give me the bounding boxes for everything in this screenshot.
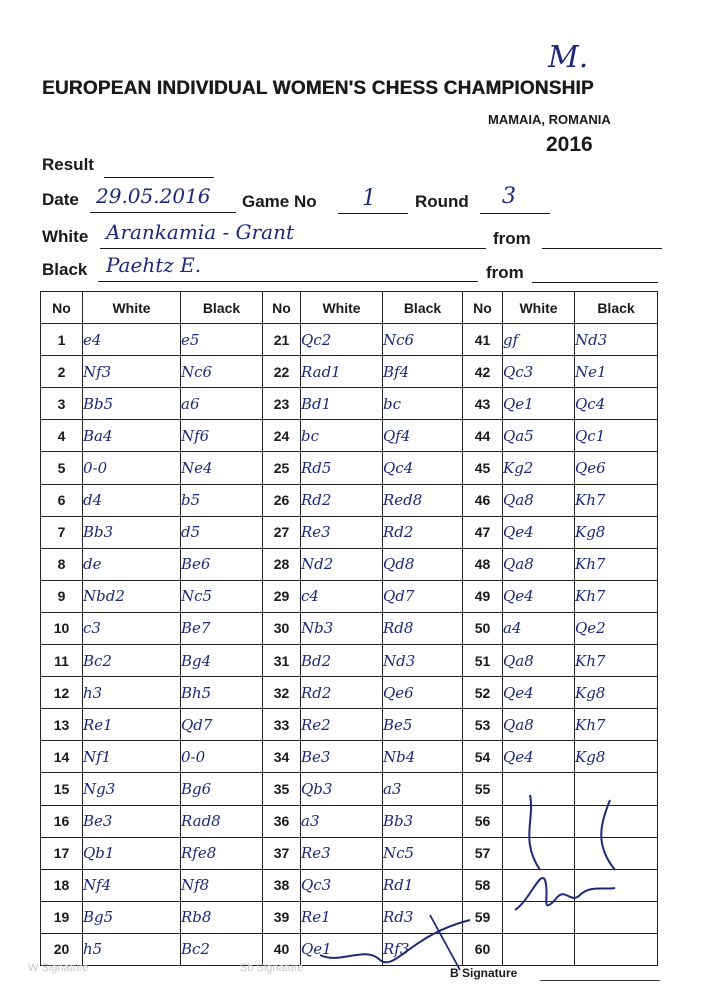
move-number: 52 <box>463 677 503 709</box>
black-label: Black <box>42 260 88 279</box>
white-move[interactable]: Bb3 <box>83 516 181 548</box>
move-number: 29 <box>263 580 301 612</box>
b-signature-label: B Signature <box>450 966 518 980</box>
black-move[interactable]: Kh7 <box>575 484 658 516</box>
corner-initials: M. <box>548 40 589 75</box>
white-move[interactable]: Qe4 <box>503 516 575 548</box>
white-move[interactable]: Qb1 <box>83 837 181 869</box>
white-move[interactable]: Qe4 <box>503 741 575 773</box>
white-move[interactable]: d4 <box>83 484 181 516</box>
black-move[interactable]: Nc6 <box>181 356 263 388</box>
white-move[interactable]: Qe1 <box>503 388 575 420</box>
black-move[interactable]: Rfe8 <box>181 837 263 869</box>
move-number: 19 <box>41 901 83 933</box>
white-move[interactable]: Qa8 <box>503 548 575 580</box>
black-move[interactable]: 0-0 <box>181 741 263 773</box>
black-move[interactable]: Rd3 <box>383 901 463 933</box>
move-number: 16 <box>41 805 83 837</box>
header-no: No <box>41 292 83 324</box>
white-move[interactable]: Qe4 <box>503 677 575 709</box>
move-number: 40 <box>263 933 301 965</box>
table-header-row <box>41 292 658 324</box>
black-move[interactable]: Qd7 <box>383 580 463 612</box>
move-number: 56 <box>463 805 503 837</box>
move-number: 41 <box>463 324 503 356</box>
white-move[interactable]: e4 <box>83 324 181 356</box>
black-move[interactable]: Be6 <box>181 548 263 580</box>
table-row <box>41 356 658 388</box>
date-value[interactable]: 29.05.2016 <box>96 184 211 208</box>
move-number: 53 <box>463 709 503 741</box>
black-move[interactable]: Kh7 <box>575 709 658 741</box>
header-black: Black <box>383 292 463 324</box>
table-row <box>41 452 658 484</box>
game-no-value[interactable]: 1 <box>362 186 376 211</box>
move-number: 45 <box>463 452 503 484</box>
move-number: 10 <box>41 612 83 644</box>
move-number: 36 <box>263 805 301 837</box>
white-move[interactable]: Re2 <box>301 709 383 741</box>
black-move[interactable]: Nd3 <box>575 324 658 356</box>
white-move[interactable]: 0-0 <box>83 452 181 484</box>
white-move[interactable]: bc <box>301 420 383 452</box>
black-move[interactable]: Nc6 <box>383 324 463 356</box>
table-row <box>41 420 658 452</box>
move-number: 37 <box>263 837 301 869</box>
white-move[interactable]: Be3 <box>301 741 383 773</box>
white-move[interactable]: Qb3 <box>301 773 383 805</box>
result-label: Result <box>42 155 94 174</box>
move-number: 38 <box>263 869 301 901</box>
white-move[interactable]: Qe4 <box>503 580 575 612</box>
black-move[interactable]: Qf4 <box>383 420 463 452</box>
black-move[interactable]: Qc4 <box>575 388 658 420</box>
round-line <box>480 213 550 214</box>
black-move[interactable]: Qd7 <box>181 709 263 741</box>
black-move[interactable]: Qc1 <box>575 420 658 452</box>
black-move[interactable]: Be5 <box>383 709 463 741</box>
move-number: 9 <box>41 580 83 612</box>
move-number: 1 <box>41 324 83 356</box>
b-signature-line <box>540 980 660 981</box>
table-row <box>41 324 658 356</box>
black-move[interactable]: Rf3 <box>383 933 463 965</box>
white-move[interactable]: Kg2 <box>503 452 575 484</box>
move-number: 42 <box>463 356 503 388</box>
white-move[interactable]: Qa5 <box>503 420 575 452</box>
table-row <box>41 741 658 773</box>
white-move[interactable]: Nf3 <box>83 356 181 388</box>
white-move[interactable]: Bd1 <box>301 388 383 420</box>
move-number: 47 <box>463 516 503 548</box>
table-row <box>41 548 658 580</box>
white-move[interactable]: Rd2 <box>301 484 383 516</box>
move-number: 2 <box>41 356 83 388</box>
white-move[interactable]: Qa8 <box>503 709 575 741</box>
w-signature-label: W Signature <box>28 962 89 974</box>
move-number: 15 <box>41 773 83 805</box>
table-row <box>41 388 658 420</box>
round-label: Round <box>415 192 469 211</box>
white-move[interactable]: Bd2 <box>301 645 383 677</box>
black-from-line <box>532 282 658 283</box>
black-move[interactable]: Kg8 <box>575 677 658 709</box>
white-move[interactable] <box>503 933 575 965</box>
black-move[interactable]: Rad8 <box>181 805 263 837</box>
white-label: White <box>42 227 89 246</box>
result-line <box>104 177 214 178</box>
table-row <box>41 580 658 612</box>
black-move[interactable]: Kh7 <box>575 548 658 580</box>
move-number: 59 <box>463 901 503 933</box>
move-number: 54 <box>463 741 503 773</box>
white-move[interactable]: Bg5 <box>83 901 181 933</box>
move-number: 7 <box>41 516 83 548</box>
header-white: White <box>301 292 383 324</box>
black-move[interactable]: d5 <box>181 516 263 548</box>
black-move[interactable]: Nc5 <box>383 837 463 869</box>
white-move[interactable]: Nf1 <box>83 741 181 773</box>
move-number: 4 <box>41 420 83 452</box>
move-number: 57 <box>463 837 503 869</box>
header-white: White <box>83 292 181 324</box>
unused-rows-strike <box>500 790 640 880</box>
white-move[interactable]: h5 <box>83 933 181 965</box>
move-number: 46 <box>463 484 503 516</box>
game-no-line <box>338 213 408 214</box>
black-move[interactable]: Kg8 <box>575 516 658 548</box>
white-move[interactable]: Bb5 <box>83 388 181 420</box>
black-move[interactable]: Bg6 <box>181 773 263 805</box>
black-move[interactable]: Rd2 <box>383 516 463 548</box>
move-number: 32 <box>263 677 301 709</box>
white-move[interactable]: c3 <box>83 612 181 644</box>
black-move[interactable]: Bc2 <box>181 933 263 965</box>
black-move[interactable]: a3 <box>383 773 463 805</box>
white-move[interactable]: Qa8 <box>503 645 575 677</box>
move-number: 12 <box>41 677 83 709</box>
move-number: 39 <box>263 901 301 933</box>
black-move[interactable]: Bf4 <box>383 356 463 388</box>
move-number: 30 <box>263 612 301 644</box>
white-line <box>100 248 486 249</box>
header-no: No <box>463 292 503 324</box>
move-number: 50 <box>463 612 503 644</box>
black-move[interactable]: Qe6 <box>383 677 463 709</box>
year: 2016 <box>546 133 593 156</box>
table-row <box>41 709 658 741</box>
move-number: 8 <box>41 548 83 580</box>
move-number: 5 <box>41 452 83 484</box>
move-number: 43 <box>463 388 503 420</box>
white-move[interactable]: Re3 <box>301 516 383 548</box>
black-move[interactable]: Nf6 <box>181 420 263 452</box>
white-move[interactable]: Qe1 <box>301 933 383 965</box>
black-move[interactable]: Nf8 <box>181 869 263 901</box>
table-row <box>41 677 658 709</box>
move-number: 21 <box>263 324 301 356</box>
move-number: 17 <box>41 837 83 869</box>
move-number: 23 <box>263 388 301 420</box>
black-move[interactable]: Qc4 <box>383 452 463 484</box>
white-move[interactable]: Nf4 <box>83 869 181 901</box>
move-number: 55 <box>463 773 503 805</box>
black-move[interactable]: a6 <box>181 388 263 420</box>
black-move[interactable]: Qe6 <box>575 452 658 484</box>
black-move[interactable]: Nc5 <box>181 580 263 612</box>
move-number: 22 <box>263 356 301 388</box>
move-number: 18 <box>41 869 83 901</box>
black-move[interactable]: Bh5 <box>181 677 263 709</box>
move-number: 13 <box>41 709 83 741</box>
move-number: 25 <box>263 452 301 484</box>
move-number: 58 <box>463 869 503 901</box>
black-move[interactable]: Bg4 <box>181 645 263 677</box>
game-no-label: Game No <box>242 192 317 211</box>
move-number: 34 <box>263 741 301 773</box>
white-move[interactable]: Be3 <box>83 805 181 837</box>
black-move[interactable]: b5 <box>181 484 263 516</box>
white-move[interactable]: a3 <box>301 805 383 837</box>
black-player-value[interactable]: Paehtz E. <box>106 253 202 277</box>
white-from-label: from <box>493 229 531 248</box>
move-number: 24 <box>263 420 301 452</box>
black-move[interactable]: Qe2 <box>575 612 658 644</box>
page-title: EUROPEAN INDIVIDUAL WOMEN'S CHESS CHAMPIONSHIP <box>42 78 594 99</box>
move-number: 26 <box>263 484 301 516</box>
black-move[interactable]: e5 <box>181 324 263 356</box>
move-number: 3 <box>41 388 83 420</box>
move-number: 11 <box>41 645 83 677</box>
white-move[interactable]: Bc2 <box>83 645 181 677</box>
header-black: Black <box>575 292 658 324</box>
white-move[interactable]: Qa8 <box>503 484 575 516</box>
white-move[interactable]: de <box>83 548 181 580</box>
black-move[interactable]: Kh7 <box>575 580 658 612</box>
white-move[interactable]: a4 <box>503 612 575 644</box>
white-move[interactable]: Ng3 <box>83 773 181 805</box>
white-move[interactable]: Qc3 <box>503 356 575 388</box>
black-move[interactable]: Bb3 <box>383 805 463 837</box>
move-number: 14 <box>41 741 83 773</box>
table-row <box>41 612 658 644</box>
date-label: Date <box>42 190 79 209</box>
black-from-label: from <box>486 263 524 282</box>
black-move[interactable]: Kg8 <box>575 741 658 773</box>
black-move[interactable]: Rd8 <box>383 612 463 644</box>
white-move[interactable]: Re3 <box>301 837 383 869</box>
white-move[interactable]: c4 <box>301 580 383 612</box>
venue: MAMAIA, ROMANIA <box>488 112 611 127</box>
move-number: 49 <box>463 580 503 612</box>
move-number: 51 <box>463 645 503 677</box>
move-number: 33 <box>263 709 301 741</box>
table-row <box>41 645 658 677</box>
move-number: 44 <box>463 420 503 452</box>
white-move[interactable]: Rad1 <box>301 356 383 388</box>
black-move[interactable]: Qd8 <box>383 548 463 580</box>
move-number: 48 <box>463 548 503 580</box>
white-move[interactable]: h3 <box>83 677 181 709</box>
black-move[interactable]: Nd3 <box>383 645 463 677</box>
move-number: 60 <box>463 933 503 965</box>
white-move[interactable]: Qc2 <box>301 324 383 356</box>
header-black: Black <box>181 292 263 324</box>
header-no: No <box>263 292 301 324</box>
white-move[interactable]: Rd5 <box>301 452 383 484</box>
table-row <box>41 516 658 548</box>
move-number: 35 <box>263 773 301 805</box>
white-move[interactable]: Rd2 <box>301 677 383 709</box>
black-move[interactable]: Ne1 <box>575 356 658 388</box>
white-move[interactable]: Nbd2 <box>83 580 181 612</box>
white-player-value[interactable]: Arankamia - Grant <box>106 220 294 244</box>
arbiter-signature-label: Sb Signature <box>240 962 304 974</box>
move-number: 27 <box>263 516 301 548</box>
move-number: 28 <box>263 548 301 580</box>
black-move[interactable]: Nb4 <box>383 741 463 773</box>
move-number: 31 <box>263 645 301 677</box>
white-from-line <box>542 248 662 249</box>
round-value[interactable]: 3 <box>502 184 516 209</box>
header-white: White <box>503 292 575 324</box>
black-move[interactable]: Rb8 <box>181 901 263 933</box>
white-move[interactable]: Nd2 <box>301 548 383 580</box>
move-number: 6 <box>41 484 83 516</box>
white-move[interactable]: Re1 <box>83 709 181 741</box>
white-move[interactable]: Nb3 <box>301 612 383 644</box>
table-row <box>41 484 658 516</box>
white-move[interactable]: Re1 <box>301 901 383 933</box>
white-move[interactable]: Qc3 <box>301 869 383 901</box>
black-move[interactable]: Be7 <box>181 612 263 644</box>
black-move[interactable]: Kh7 <box>575 645 658 677</box>
date-line <box>90 212 236 213</box>
black-move[interactable]: bc <box>383 388 463 420</box>
move-number: 20 <box>41 933 83 965</box>
white-move[interactable]: gf <box>503 324 575 356</box>
black-move[interactable]: Red8 <box>383 484 463 516</box>
black-move[interactable] <box>575 933 658 965</box>
black-line <box>98 281 478 282</box>
white-move[interactable]: Ba4 <box>83 420 181 452</box>
black-move[interactable]: Rd1 <box>383 869 463 901</box>
black-move[interactable]: Ne4 <box>181 452 263 484</box>
